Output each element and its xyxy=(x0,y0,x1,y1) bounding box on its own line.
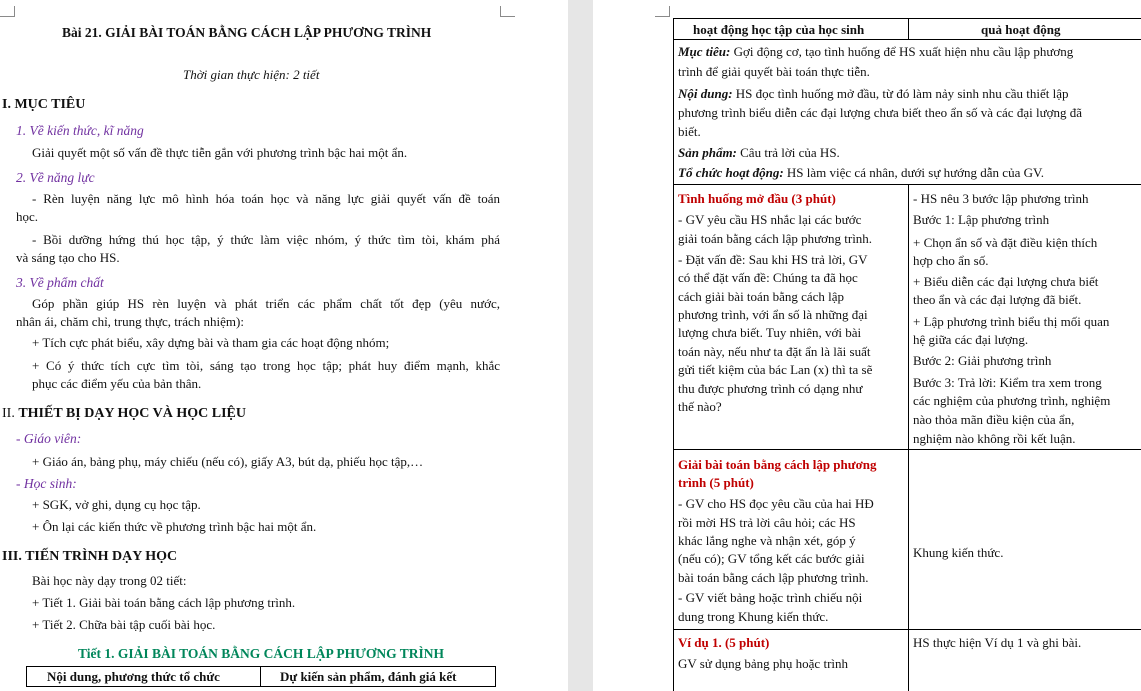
table-header-cell xyxy=(26,666,261,687)
student-label: - Học sinh: xyxy=(16,476,77,491)
objective-text: Gợi động cơ, tạo tình huống để HS xuất hiện nhu cầu lập phương xyxy=(733,44,1074,59)
section-2-heading xyxy=(2,406,246,422)
organization-text: HS làm việc cá nhân, dưới sự hướng dẫn của GV. xyxy=(786,165,1044,180)
activity-line: khác lắng nghe và nhận xét, góp ý xyxy=(678,533,856,548)
activity-line: - GV viết bảng hoặc trình chiếu nội xyxy=(678,590,863,605)
table-header-cell xyxy=(260,666,496,687)
paragraph: phục các điểm yếu của bản thân. xyxy=(32,376,202,391)
objective-cell xyxy=(673,39,1141,185)
content-line xyxy=(678,86,1069,101)
objective-line xyxy=(678,44,1073,59)
subsection-2: 2. Về năng lực xyxy=(16,170,95,185)
activity-title: Tình huống mở đầu (3 phút) xyxy=(678,191,836,206)
paragraph: + Có ý thức tích cực tìm tòi, sáng tạo trong học tập; phát huy điểm mạnh, khắc xyxy=(32,358,500,373)
activity-line: toán này, nếu như ta đặt ẩn là lãi suất xyxy=(678,344,871,359)
table-header-cell xyxy=(908,18,1141,40)
activity-line: lượng chưa biết. Tuy nhiên, với bài xyxy=(678,325,862,340)
activity-line: thế nào? xyxy=(678,399,722,414)
activity-line: - Đặt vấn đề: Sau khi HS trả lời, GV xyxy=(678,252,868,267)
activity-title: trình (5 phút) xyxy=(678,475,754,490)
crop-mark xyxy=(0,6,15,17)
outcome-cell xyxy=(908,629,1141,691)
outcome-line: + Lập phương trình biểu thị mối quan xyxy=(913,314,1110,329)
paragraph: nhân ái, chăm chỉ, trung thực, trách nhiệm): xyxy=(16,314,244,329)
outcome-line: + Chọn ẩn số và đặt điều kiện thích xyxy=(913,235,1098,250)
content-line: biết. xyxy=(678,124,701,139)
subsection-3: 3. Về phẩm chất xyxy=(16,275,104,290)
period-1-heading: Tiết 1. GIẢI BÀI TOÁN BẰNG CÁCH LẬP PHƯƠNG TRÌNH xyxy=(78,646,445,661)
activity-cell xyxy=(673,449,909,630)
left-page xyxy=(0,0,568,691)
paragraph: và sáng tạo cho HS. xyxy=(16,250,120,265)
teacher-label: - Giáo viên: xyxy=(16,431,82,446)
activity-title: Giải bài toán bằng cách lập phương xyxy=(678,457,877,472)
activity-line: cách giải bài toán bằng cách lập xyxy=(678,289,845,304)
activity-line: gửi tiết kiệm của bác Lan (x) thì ta sẽ xyxy=(678,362,873,377)
crop-mark xyxy=(655,6,670,17)
activity-cell xyxy=(673,184,909,450)
organization-label: Tổ chức hoạt động: xyxy=(678,165,784,180)
objective-label: Mục tiêu: xyxy=(678,44,731,59)
outcome-line: hệ giữa các đại lượng. xyxy=(913,332,1029,347)
outcome-line: + Biểu diễn các đại lượng chưa biết xyxy=(913,274,1099,289)
activity-line: rồi mời HS trả lời câu hỏi; các HS xyxy=(678,515,856,530)
crop-mark xyxy=(500,6,515,17)
product-text: Câu trả lời của HS. xyxy=(740,145,840,160)
section-3-heading: III. TIẾN TRÌNH DẠY HỌC xyxy=(2,549,178,564)
teacher-materials: + Giáo án, bảng phụ, máy chiếu (nếu có), giấy A3, bút dạ, phiếu học tập,… xyxy=(32,454,424,469)
outcome-line: Khung kiến thức. xyxy=(913,545,1004,560)
paragraph: + Tiết 1. Giải bài toán bằng cách lập phương trình. xyxy=(32,595,296,610)
activity-line: có thể đặt vấn đề: Chúng ta đã học xyxy=(678,270,858,285)
activity-line: bài toán bằng cách lập phương trình. xyxy=(678,570,869,585)
outcome-cell xyxy=(908,449,1141,630)
column-header: quả hoạt động xyxy=(981,22,1061,37)
paragraph: - Bồi dưỡng hứng thú học tập, ý thức làm việc nhóm, ý thức tìm tòi, khám phá xyxy=(32,232,500,247)
activity-line: GV sử dụng bảng phụ hoặc trình xyxy=(678,656,849,671)
section-1-heading: I. MỤC TIÊU xyxy=(2,97,86,112)
activity-line: thu được phương trình có dạng như xyxy=(678,381,863,396)
outcome-line: Bước 1: Lập phương trình xyxy=(913,212,1050,227)
outcome-line: nghiệm nào không rồi kết luận. xyxy=(913,431,1076,446)
objective-line: trình để giải quyết bài toán thực tiễn. xyxy=(678,64,870,79)
product-line xyxy=(678,145,840,160)
column-header: hoạt động học tập của học sinh xyxy=(693,22,865,37)
column-header: Dự kiến sản phẩm, đánh giá kết xyxy=(280,669,457,684)
activity-line: - GV cho HS đọc yêu cầu của hai HĐ xyxy=(678,496,874,511)
table-header-cell xyxy=(673,18,909,40)
product-label: Sản phẩm: xyxy=(678,145,737,160)
paragraph: học. xyxy=(16,209,39,224)
student-item: + SGK, vở ghi, dụng cụ học tập. xyxy=(32,497,201,512)
paragraph: Góp phần giúp HS rèn luyện và phát triển các phẩm chất tốt đẹp (yêu nước, xyxy=(32,296,500,311)
outcome-line: các nghiệm của phương trình, nghiệm xyxy=(913,393,1111,408)
outcome-line: Bước 3: Trả lời: Kiểm tra xem trong xyxy=(913,375,1102,390)
subsection-1: 1. Về kiến thức, kĩ năng xyxy=(16,123,144,138)
outcome-line: Bước 2: Giải phương trình xyxy=(913,353,1052,368)
time-info: Thời gian thực hiện: 2 tiết xyxy=(183,67,320,82)
paragraph: + Tiết 2. Chữa bài tập cuối bài học. xyxy=(32,617,216,632)
paragraph: Bài học này dạy trong 02 tiết: xyxy=(32,573,187,588)
student-item: + Ôn lại các kiến thức về phương trình bậc hai một ẩn. xyxy=(32,519,317,534)
activity-line: dung trong Khung kiến thức. xyxy=(678,609,829,624)
content-label: Nội dung: xyxy=(678,86,733,101)
activity-line: giải toán bằng cách lập phương trình. xyxy=(678,231,873,246)
activity-cell xyxy=(673,629,909,691)
lesson-title: Bài 21. GIẢI BÀI TOÁN BẰNG CÁCH LẬP PHƯƠNG TRÌNH xyxy=(62,25,432,40)
paragraph: Giải quyết một số vấn đề thực tiễn gắn với phương trình bậc hai một ẩn. xyxy=(32,145,408,160)
activity-title: Ví dụ 1. (5 phút) xyxy=(678,635,770,650)
outcome-line: - HS nêu 3 bước lập phương trình xyxy=(913,191,1089,206)
section-2-title: THIẾT BỊ DẠY HỌC VÀ HỌC LIỆU xyxy=(18,406,247,421)
outcome-cell xyxy=(908,184,1141,450)
section-2-number: II. xyxy=(2,406,19,421)
activity-line: (nếu có); GV tổng kết các bước giải xyxy=(678,551,865,566)
paragraph: + Tích cực phát biểu, xây dựng bài và tham gia các hoạt động nhóm; xyxy=(32,335,390,350)
paragraph: - Rèn luyện năng lực mô hình hóa toán học và năng lực giải quyết vấn đề toán xyxy=(32,191,500,206)
outcome-line: hợp cho ẩn số. xyxy=(913,253,989,268)
activity-line: phương trình, với ẩn số là những đại xyxy=(678,307,868,322)
outcome-line: theo ẩn và các đại lượng đã biết. xyxy=(913,292,1082,307)
right-page xyxy=(593,0,1141,691)
organization-line xyxy=(678,165,1044,180)
content-text: HS đọc tình huống mở đầu, từ đó làm nảy sinh nhu cầu thiết lập xyxy=(735,86,1069,101)
content-line: phương trình biểu diễn các đại lượng chưa biết theo ẩn số và các đại lượng đã xyxy=(678,105,1083,120)
outcome-line: nào thỏa mãn điều kiện của ẩn, xyxy=(913,412,1075,427)
column-header: Nội dung, phương thức tổ chức xyxy=(47,669,220,684)
outcome-line: HS thực hiện Ví dụ 1 và ghi bài. xyxy=(913,635,1082,650)
activity-line: - GV yêu cầu HS nhắc lại các bước xyxy=(678,212,862,227)
